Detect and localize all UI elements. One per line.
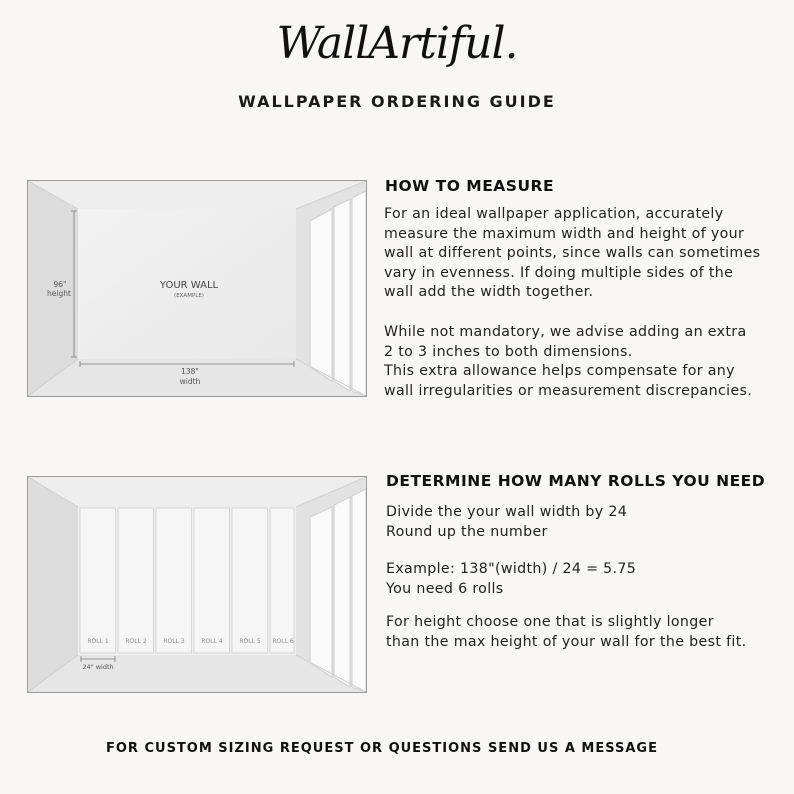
height-label: height <box>47 289 71 298</box>
measure-room-illustration <box>27 180 367 397</box>
roll-label-2: ROLL 2 <box>125 638 147 645</box>
room-illustration-shape <box>270 508 294 653</box>
paragraph-line: You need 6 rolls <box>386 580 504 597</box>
room-illustration-shape <box>194 508 230 653</box>
measure-heading: HOW TO MEASURE <box>385 177 555 195</box>
paragraph-line: Divide the your wall width by 24 <box>386 504 628 520</box>
rolls-paragraph-2 <box>386 560 636 599</box>
paragraph-line: Round up the number <box>386 523 548 540</box>
wall-label: YOUR WALL <box>159 280 219 291</box>
contact-footer: FOR CUSTOM SIZING REQUEST OR QUESTIONS SEND US A MESSAGE <box>106 741 658 756</box>
roll-label-3: ROLL 3 <box>163 638 185 645</box>
roll-label-5: ROLL 5 <box>239 638 261 645</box>
roll-panels <box>80 508 294 653</box>
room-illustration-shape <box>118 508 154 653</box>
room-illustration-shape <box>352 191 366 396</box>
room-illustration-shape <box>310 209 332 381</box>
room-illustration-shape <box>232 508 268 653</box>
height-value: 96" <box>53 280 67 289</box>
rolls-heading: DETERMINE HOW MANY ROLLS YOU NEED <box>386 472 766 490</box>
page-title: WALLPAPER ORDERING GUIDE <box>238 92 556 111</box>
room-illustration-shape <box>156 508 192 653</box>
width-value: 138" <box>181 367 199 376</box>
paragraph-line: wall irregularities or measurement discrepancies. <box>384 382 753 399</box>
measure-paragraph-1 <box>384 205 760 303</box>
measure-paragraph-2 <box>384 323 752 401</box>
paragraph-line: vary in evenness. If doing multiple sides of the <box>384 264 734 281</box>
rolls-paragraph-3 <box>386 613 747 652</box>
room-illustration-shape <box>334 497 350 687</box>
room-illustration-shape <box>28 477 78 692</box>
paragraph-line: While not mandatory, we advise adding an extra <box>384 324 747 340</box>
room-illustration-shape <box>310 507 332 677</box>
paragraph-line: wall add the width together. <box>384 284 594 300</box>
room-illustration-shape <box>80 508 116 653</box>
paragraph-line: wall at different points, since walls can sometimes <box>384 245 761 261</box>
paragraph-line: 2 to 3 inches to both dimensions. <box>384 343 633 360</box>
roll-width-label: 24" width <box>82 663 114 671</box>
paragraph-line: For an ideal wallpaper application, accurately <box>384 206 724 222</box>
width-label: width <box>179 377 201 386</box>
brand-logo: WallArtiful. <box>276 18 518 69</box>
roll-label-6: ROLL 6 <box>272 638 294 645</box>
room-illustration-shape <box>352 489 366 692</box>
rolls-paragraph-1 <box>386 503 627 542</box>
paragraph-line: measure the maximum width and height of your <box>384 225 745 242</box>
paragraph-line: This extra allowance helps compensate for any <box>384 363 735 379</box>
paragraph-line: For height choose one that is slightly longer <box>386 614 714 630</box>
rolls-room-illustration <box>27 476 367 693</box>
roll-label-4: ROLL 4 <box>201 638 223 645</box>
paragraph-line: Example: 138"(width) / 24 = 5.75 <box>386 561 637 577</box>
paragraph-line: than the max height of your wall for the best fit. <box>386 633 747 650</box>
room-illustration-shape <box>334 199 350 391</box>
roll-label-1: ROLL 1 <box>87 638 109 645</box>
wall-sublabel: (EXAMPLE) <box>174 293 204 299</box>
